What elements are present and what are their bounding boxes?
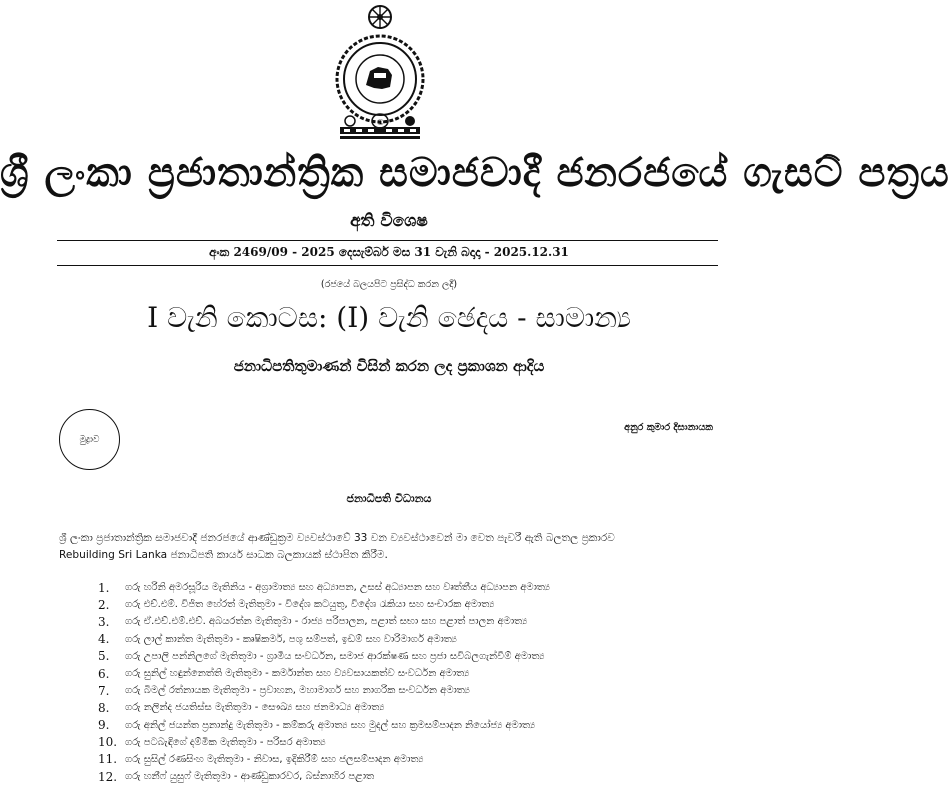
national-emblem (330, 3, 430, 145)
gazette-subtitle: අති විශෙෂ (350, 211, 428, 231)
item-text: ගරු ලාල් කාන්ත මැතිතුමා - කෘෂිකර්ම, පශු සම්පත්, ඉඩම් සහ වාරිමාර්ග අමාත්‍ය (125, 633, 457, 645)
list-item (98, 768, 550, 785)
item-text: ගරු හරිනි අමරසූරිය මැතිනිය - අග්‍රාමාත්‍ය සහ අධ්‍යාපන, උසස් අධ්‍යාපන සහ වෘත්තීය අධ්‍යාපන අමාත්‍ය (125, 582, 550, 594)
signer-name: අනුර කුමාර දිසානායක (624, 422, 713, 433)
list-item (98, 579, 550, 596)
item-text: ගරු සුනිල් හඳුන්නෙත්ති මැතිතුමා - කර්මාන්ත සහ ව්‍යවසායකත්ව සංවර්ධන අමාත්‍ය (125, 668, 470, 680)
divider-top (57, 240, 718, 241)
list-item (98, 717, 550, 734)
intro-paragraph (59, 530, 719, 564)
svg-text:①: ① (377, 118, 385, 127)
list-item (98, 734, 550, 751)
item-text: ගරු හනීෆ් යුසුෆ් මැතිතුමා - ආණ්ඩුකාරවර, බස්නාහිර පළාත (125, 771, 375, 783)
intro-line-1: ශ්‍රී ලංකා ප්‍රජාතාන්ත්‍රික සමාජවාදී ජනරජයේ ආණ්ඩුක්‍රම ව්‍යවස්ථාවේ 33 වන ව්‍යවස්ථාවෙන් මා වෙත පැවරී ඇති බලතල ප්‍රකාරව (59, 532, 615, 544)
item-number: 8. (98, 700, 110, 715)
member-list (98, 579, 550, 785)
item-text: ගරු නලින්ද ජයතිස්ස මැතිතුමා - සෞඛ්‍ය සහ ජනමාධ්‍ය අමාත්‍ය (125, 702, 385, 714)
published-note: (රජයේ බලයපිට ප්‍රසිද්ධ කරන ලදී) (320, 279, 458, 290)
list-item (98, 751, 550, 768)
list-item (98, 699, 550, 716)
intro-line-2: Rebuilding Sri Lanka ජනාධිපති කාර්ය සාධක බලකායක් ස්ථාපිත කිරීම. (59, 549, 388, 561)
dharma-wheel-icon (369, 6, 391, 28)
list-item (98, 648, 550, 665)
section-title: ජනාධිපතිතුමාණන් විසින් කරන ලද ප්‍රකාශන ආදිය (233, 357, 545, 375)
item-text: ගරු උපාලි පන්නිලගේ මැතිතුමා - ග්‍රාමීය සංවර්ධන, සමාජ ආරක්ෂණ සහ ප්‍රජා සවිබලගැන්වීම් අමාත්‍ය (125, 650, 545, 662)
item-number: 5. (98, 649, 110, 664)
seal-circle (59, 409, 120, 470)
item-number: 3. (98, 614, 110, 629)
item-text: ගරු ඒ.එච්.එම්.එච්. අබයරත්න මැතිතුමා - රාජ්‍ය පරිපාලන, පළාත් සභා සහ පළාත් පාලන අමාත්‍ය (125, 616, 528, 628)
list-item (98, 596, 550, 613)
list-item (98, 613, 550, 630)
item-number: 2. (98, 597, 110, 612)
item-number: 4. (98, 632, 110, 647)
item-number: 12. (98, 769, 118, 784)
item-text: ගරු පටබැඳිගේ දම්මික මැතිතුමා - පරිසර අමාත්‍ය (125, 736, 326, 748)
divider-bottom (57, 265, 718, 266)
item-number: 7. (98, 683, 110, 698)
part-title: I වැනි කොටස: (I) වැනි ඡෙදය - සාමාන්‍ය (147, 301, 631, 334)
item-text: ගරු අනිල් ජයන්ත ප්‍රනාන්දු මැතිතුමා - කම්කරු අමාත්‍ය සහ මුදල් සහ ක්‍රමසම්පාදන නියෝජ්‍ය අමාත්‍ය (125, 719, 536, 731)
item-number: 11. (98, 752, 118, 767)
issue-line: අංක 2469/09 - 2025 දෙසැම්බර් මස 31 වැනි බදාදා - 2025.12.31 (209, 245, 569, 259)
lion-icon (366, 67, 392, 89)
list-item (98, 631, 550, 648)
item-text: ගරු බිමල් රත්නායක මැතිතුමා - ප්‍රවාහන, මහාමාර්ග සහ නාගරික සංවර්ධන අමාත්‍ය (125, 685, 470, 697)
item-text: ගරු සුසිල් රණසිංහ මැතිතුමා - නිවාස, ඉදිකිරීම් සහ ජලසම්පාදන අමාත්‍ය (125, 753, 424, 765)
item-number: 10. (98, 735, 118, 750)
seal-label: මුද්‍රාව (79, 434, 100, 445)
list-item (98, 665, 550, 682)
proclamation-title: ජනාධිපති විධානය (346, 492, 432, 505)
item-number: 9. (98, 718, 110, 733)
list-item (98, 682, 550, 699)
item-number: 6. (98, 666, 110, 681)
item-text: ගරු එච්.එම්. විජිත හේරත් මැතිතුමා - විදේශ කටයුතු, විදේශ රැකියා සහ සංචාරක අමාත්‍ය (125, 599, 495, 611)
item-number: 1. (98, 580, 110, 595)
gazette-title: ශ්‍රී ලංකා ප්‍රජාතාන්ත්‍රික සමාජවාදී ජනරජයේ ගැසට් පත්‍රය (0, 150, 950, 196)
